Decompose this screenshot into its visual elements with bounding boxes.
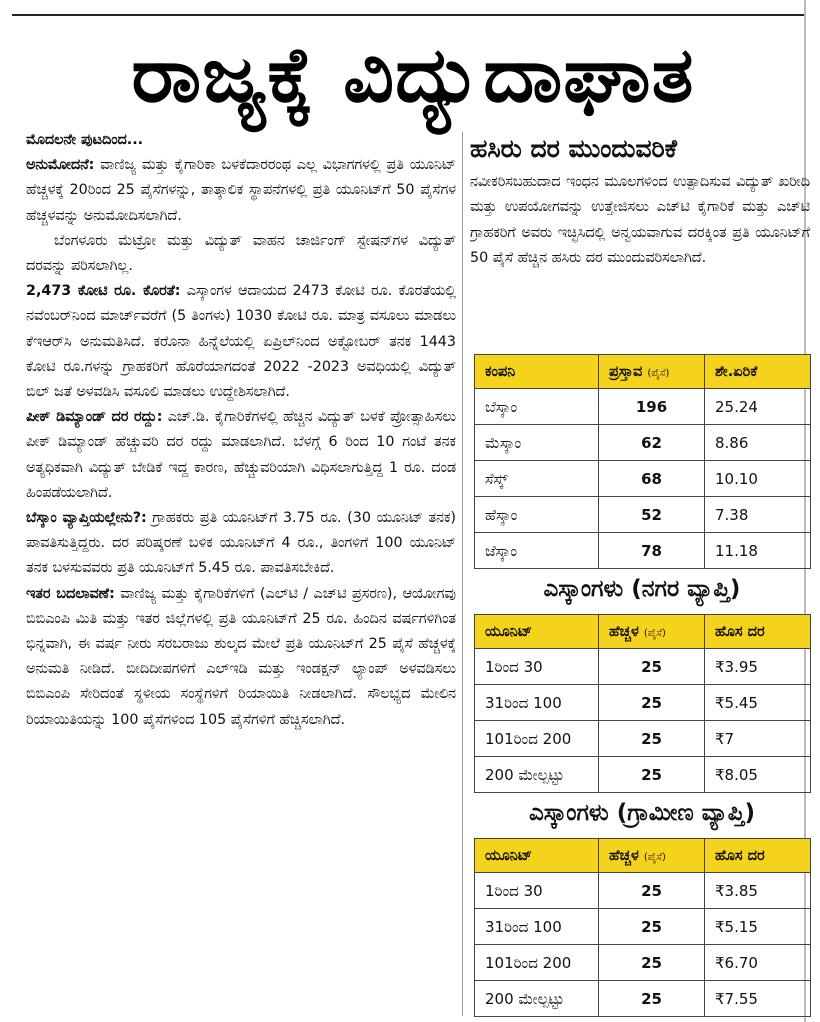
- column-divider: [462, 132, 463, 1016]
- approval-lead: ಅನುಮೋದನೆ:: [26, 157, 95, 174]
- hike-value: 25: [599, 649, 705, 685]
- urban-rate-table: [474, 614, 811, 793]
- table-row: [475, 757, 811, 793]
- company-hike-table: [474, 354, 811, 569]
- headline: ರಾಜ್ಯಕ್ಕೆ ವಿದ್ಯುದಾಘಾತ: [131, 30, 695, 119]
- column-header-unit: (ಪೈಸೆ): [643, 627, 666, 639]
- column-header: ಯೂನಿಟ್: [475, 839, 599, 873]
- table-header-row: [475, 615, 811, 649]
- rural-rate-table: [474, 838, 811, 1017]
- hike-value: 25: [599, 981, 705, 1017]
- company-name: ಹೆಸ್ಕಾಂ: [475, 497, 599, 533]
- hike-value: 25: [599, 685, 705, 721]
- peak-demand-text: ಎಚ್.ಡಿ. ಕೈಗಾರಿಕೆಗಳಲ್ಲಿ ಹೆಚ್ಚಿನ ವಿದ್ಯುತ್ ಬಳಕೆ ಪ್ರೋತ್ಸಾಹಿಸಲು ಪೀಕ್ ಡಿಮ್ಯಾಂಡ್ ಹೆಚ್ಚುವರಿ ದರ ರದ್ದು ಮಾಡಲಾಗಿದೆ. ಬೆಳಗ್ಗೆ 6 ರಿಂದ 10 ಗಂಟೆ ತನಕ ಅತ್ಯಧಿಕವಾಗಿ ವಿದ್ಯುತ್ ಬೇಡಿಕೆ ಇದ್ದ ಕಾರಣ, ಹೆಚ್ಚುವರಿಯಾಗಿ ವಿಧಿಸಲಾಗುತ್ತಿದ್ದ 1 ರೂ. ದಂಡ ಹಿಂಪಡೆಯಲಾಗಿದೆ.: [26, 409, 456, 501]
- table-row: [475, 721, 811, 757]
- hike-value: 25: [599, 909, 705, 945]
- table-row: [475, 389, 811, 425]
- column-header-unit: (ಪೈಸೆ): [643, 851, 666, 863]
- unit-range: 200 ಮೇಲ್ಪಟ್ಟು: [475, 981, 599, 1017]
- continued-label: ಮೊದಲನೇ ಪುಟದಿಂದ...: [26, 132, 144, 148]
- proposal-value: 68: [599, 461, 705, 497]
- urban-section-title: ಎಸ್ಕಾಂಗಳು (ನಗರ ವ್ಯಾಪ್ತಿ): [543, 576, 741, 602]
- table-row: [475, 909, 811, 945]
- column-header-unit: (ಪೈಸೆ): [647, 367, 670, 379]
- percent-hike: 11.18: [705, 533, 811, 569]
- column-header-label: ಹೆಚ್ಚಳ: [609, 623, 639, 640]
- other-changes-text: ವಾಣಿಜ್ಯ ಮತ್ತು ಕೈಗಾರಿಕೆಗಳಿಗೆ (ಎಲ್‌ಟಿ / ಎಚ್‌ಟಿ ಪ್ರಸರಣ), ಆಯೋಗವು ಬಿಬಿಎಂಪಿ ಮಿತಿ ಮತ್ತು ಇತರ ಜಿಲ್ಲೆಗಳಲ್ಲಿ ಪ್ರತಿ ಯೂನಿಟ್‌ಗೆ 25 ರೂ. ಹಿಂದಿನ ವರ್ಷಗಳಿಗಿಂತ ಭಿನ್ನವಾಗಿ, ಈ ವರ್ಷ ನೀರು ಸರಬರಾಜು ಶುಲ್ಕದ ಮೇಲೆ ಪ್ರತಿ ಯೂನಿಟ್‌ಗೆ 25 ಪೈಸೆ ಹೆಚ್ಚಳಕ್ಕೆ ಅನುಮತಿ ನೀಡಿದೆ. ಬೀದಿದೀಪಗಳಿಗೆ ಎಲ್‌ಇಡಿ ಮತ್ತು ಇಂಡಕ್ಷನ್ ಲ್ಯಾಂಪ್ ಅಳವಡಿಸಲು ಬಿಬಿಎಂಪಿ ಸೇರಿದಂತೆ ಸ್ಥಳೀಯ ಸಂಸ್ಥೆಗಳಿಗೆ ರಿಯಾಯಿತಿ ನೀಡಲಾಗಿದೆ. ಸೌಲಭ್ಯದ ಮೇಲಿನ ರಿಯಾಯಿತಿಯನ್ನು 100 ಪೈಸೆಗಳಿಂದ 105 ಪೈಸೆಗಳಿಗೆ ಹೆಚ್ಚಿಸಲಾಗಿದೆ.: [26, 585, 456, 728]
- table-row: [475, 685, 811, 721]
- new-rate: ₹8.05: [705, 757, 811, 793]
- table-row: [475, 649, 811, 685]
- other-changes-lead: ಇತರ ಬದಲಾವಣೆ:: [26, 585, 115, 602]
- percent-hike: 7.38: [705, 497, 811, 533]
- table-row: [475, 461, 811, 497]
- rural-section-title: ಎಸ್ಕಾಂಗಳು (ಗ್ರಾಮೀಣ ವ್ಯಾಪ್ತಿ): [528, 800, 755, 826]
- paragraph-approval: [26, 153, 456, 229]
- hike-value: 25: [599, 757, 705, 793]
- unit-range: 200 ಮೇಲ್ಪಟ್ಟು: [475, 757, 599, 793]
- green-tariff-title: ಹಸಿರು ದರ ಮುಂದುವರಿಕೆ: [470, 134, 677, 163]
- article-body: [26, 128, 456, 1018]
- bescom-lead: ಬೆಸ್ಕಾಂ ವ್ಯಾಪ್ತಿಯಲ್ಲೇನು?:: [26, 510, 147, 527]
- unit-range: 31ರಿಂದ 100: [475, 909, 599, 945]
- table-row: [475, 425, 811, 461]
- new-rate: ₹6.70: [705, 945, 811, 981]
- unit-range: 101ರಿಂದ 200: [475, 945, 599, 981]
- proposal-value: 78: [599, 533, 705, 569]
- new-rate: ₹5.45: [705, 685, 811, 721]
- green-tariff-box: [470, 128, 810, 340]
- company-name: ಮೆಸ್ಕಾಂ: [475, 425, 599, 461]
- percent-hike: 8.86: [705, 425, 811, 461]
- paragraph-bescom: [26, 506, 456, 582]
- column-header: ಹೊಸ ದರ: [705, 615, 811, 649]
- table-row: [475, 981, 811, 1017]
- green-tariff-body: ನವೀಕರಿಸಬಹುದಾದ ಇಂಧನ ಮೂಲಗಳಿಂದ ಉತ್ಪಾದಿಸುವ ವಿದ್ಯುತ್ ಖರೀದಿ ಮತ್ತು ಉಪಯೋಗವನ್ನು ಉತ್ತೇಜಿಸಲು ಎಚ್‌ಟಿ ಕೈಗಾರಿಕೆ ಮತ್ತು ಎಚ್‌ಟಿ ಗ್ರಾಹಕರಿಗೆ ಅವರು ಇಚ್ಛಿಸಿದಲ್ಲಿ ಅನ್ವಯವಾಗುವ ದರಕ್ಕಿಂತ ಪ್ರತಿ ಯೂನಿಟ್‌ಗೆ 50 ಪೈಸೆ ಹೆಚ್ಚಿನ ಹಸಿರು ದರ ಮುಂದುವರಿಸಲಾಗಿದೆ.: [470, 174, 810, 267]
- new-rate: ₹5.15: [705, 909, 811, 945]
- table-row: [475, 533, 811, 569]
- paragraph-metro: ಬೆಂಗಳೂರು ಮೆಟ್ರೋ ಮತ್ತು ವಿದ್ಯುತ್ ವಾಹನ ಚಾರ್ಜಿಂಗ್ ಸ್ಟೇಷನ್‌ಗಳ ವಿದ್ಯುತ್ ದರವನ್ನು ಪರಿಸಲಾಗಿಲ್ಲ.: [26, 232, 456, 275]
- deficit-lead: 2,473 ಕೋಟಿ ರೂ. ಕೊರತೆ:: [26, 283, 181, 300]
- company-name: ಜೆಸ್ಕಾಂ: [475, 533, 599, 569]
- new-rate: ₹7: [705, 721, 811, 757]
- proposal-value: 196: [599, 389, 705, 425]
- table-row: [475, 945, 811, 981]
- column-header-label: ಪ್ರಸ್ತಾವ: [609, 363, 643, 380]
- column-header: ಶೇ.ಏರಿಕೆ: [705, 355, 811, 389]
- hike-value: 25: [599, 945, 705, 981]
- bescom-text: ಗ್ರಾಹಕರು ಪ್ರತಿ ಯೂನಿಟ್‌ಗೆ 3.75 ರೂ. (30 ಯೂನಿಟ್ ತನಕ) ಪಾವತಿಸುತ್ತಿದ್ದರು. ದರ ಪರಿಷ್ಕರಣೆ ಬಳಿಕ ಯೂನಿಟ್‌ಗೆ 4 ರೂ., ತಿಂಗಳಿಗೆ 100 ಯೂನಿಟ್ ತನಕ ಬಳಸುವವರು ಪ್ರತಿ ಯೂನಿಟ್‌ಗೆ 5.45 ರೂ. ಪಾವತಿಸಬೇಕಿದೆ.: [26, 510, 456, 577]
- hike-value: 25: [599, 721, 705, 757]
- unit-range: 1ರಿಂದ 30: [475, 873, 599, 909]
- percent-hike: 25.24: [705, 389, 811, 425]
- unit-range: 1ರಿಂದ 30: [475, 649, 599, 685]
- percent-hike: 10.10: [705, 461, 811, 497]
- approval-text: ವಾಣಿಜ್ಯ ಮತ್ತು ಕೈಗಾರಿಕಾ ಬಳಕೆದಾರರಂಥ ಎಲ್ಲ ವಿಭಾಗಗಳಲ್ಲಿ ಪ್ರತಿ ಯೂನಿಟ್ ಹೆಚ್ಚಳಕ್ಕೆ 20ರಿಂದ 25 ಪೈಸೆಗಳನ್ನು, ತಾತ್ಕಾಲಿಕ ಸ್ಥಾಪನೆಗಳಲ್ಲಿ ಪ್ರತಿ ಯೂನಿಟ್‌ಗೆ 50 ಪೈಸೆಗಳ ಹೆಚ್ಚಳವನ್ನು ಅನುಮೋದಿಸಲಾಗಿದೆ.: [26, 157, 456, 224]
- paragraph-other-changes: [26, 582, 456, 733]
- new-rate: ₹3.85: [705, 873, 811, 909]
- hike-value: 25: [599, 873, 705, 909]
- column-header: ಯೂನಿಟ್: [475, 615, 599, 649]
- table-row: [475, 873, 811, 909]
- column-header: ಹೊಸ ದರ: [705, 839, 811, 873]
- column-header-label: ಹೆಚ್ಚಳ: [609, 847, 639, 864]
- peak-demand-lead: ಪೀಕ್ ಡಿಮ್ಯಾಂಡ್ ದರ ರದ್ದು:: [26, 409, 163, 426]
- new-rate: ₹3.95: [705, 649, 811, 685]
- paragraph-peak-demand: [26, 405, 456, 506]
- unit-range: 31ರಿಂದ 100: [475, 685, 599, 721]
- table-row: [475, 497, 811, 533]
- table-header-row: [475, 839, 811, 873]
- column-header: [599, 615, 705, 649]
- column-header: ಕಂಪನಿ: [475, 355, 599, 389]
- deficit-text: ಎಸ್ಕಾಂಗಳ ಆದಾಯದ 2473 ಕೋಟಿ ರೂ. ಕೊರತೆಯಲ್ಲಿ ನವೆಂಬರ್‌ನಿಂದ ಮಾರ್ಚ್‌ವರೆಗೆ (5 ತಿಂಗಳು) 1030 ಕೋಟಿ ರೂ. ಮಾತ್ರ ವಸೂಲು ಮಾಡಲು ಕೆಇಆರ್‌ಸಿ ಅನುಮತಿಸಿದೆ. ಕರೊನಾ ಹಿನ್ನೆಲೆಯಲ್ಲಿ ಏಪ್ರಿಲ್‌ನಿಂದ ಅಕ್ಟೋಬರ್ ತನಕ 1443 ಕೋಟಿ ರೂ.ಗಳನ್ನು ಗ್ರಾಹಕರಿಗೆ ಹೊರೆಯಾಗದಂತೆ 2022 -2023 ಅವಧಿಯಲ್ಲಿ ವಿದ್ಯುತ್ ಬಿಲ್ ಜತೆ ಅಳವಡಿಸಿ ವಸೂಲಿ ಮಾಡಲು ಉದ್ದೇಶಿಸಲಾಗಿದೆ.: [26, 283, 456, 401]
- new-rate: ₹7.55: [705, 981, 811, 1017]
- company-name: ಸೆಸ್ಕ್: [475, 461, 599, 497]
- column-header: [599, 355, 705, 389]
- column-header: [599, 839, 705, 873]
- proposal-value: 62: [599, 425, 705, 461]
- top-rule: [12, 14, 806, 16]
- paragraph-deficit: [26, 279, 456, 405]
- proposal-value: 52: [599, 497, 705, 533]
- unit-range: 101ರಿಂದ 200: [475, 721, 599, 757]
- table-header-row: [475, 355, 811, 389]
- company-name: ಬೆಸ್ಕಾಂ: [475, 389, 599, 425]
